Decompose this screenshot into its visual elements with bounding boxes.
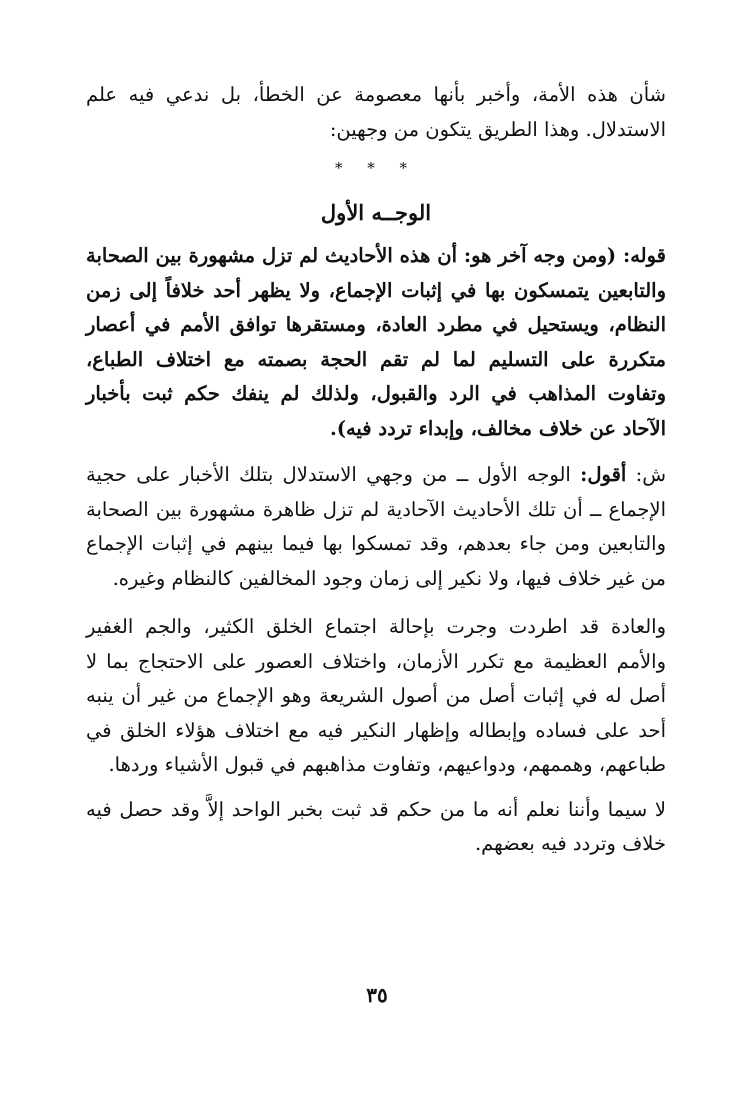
quote-body: (ومن وجه آخر هو: أن هذه الأحاديث لم تزل مشهورة بين الصحابة والتابعين يتمسكون بها في إثبات الإجماع، ولا يظهر أحد خلافاً إلى زمن النظام، ويستحيل في مطرد العادة، ومستقرها توافق الأمم في أعصار متكررة على التسليم لما لم تقم الحجة بصمته مع اختلاف الطباع، وتفاوت المذاهب في الرد والقبول، ولذلك لم ينفك حكم ثبت بأخبار الآحاد عن خلاف مخالف، وإبداء تردد فيه). bbox=[86, 244, 666, 440]
habit-paragraph: والعادة قد اطردت وجرت بإحالة اجتماع الخلق الكثير، والجم الغفير والأمم العظيمة مع تكرر الأزمان، واختلاف العصور على الاحتجاج بما لا أصل له في إثبات أصل من أصول الشريعة وهو الإجماع من غير أن ينبه أحد على فساده وإبطاله وإظهار النكير فيه مع اختلاف هؤلاء الخلق في طباعهم، وهممهم، ودواعيهم، وتفاوت مذاهبهم في قبول الأشياء وردها. bbox=[86, 615, 666, 776]
quote-lead: قوله: bbox=[623, 244, 666, 267]
page-body bbox=[86, 78, 666, 862]
section-heading: الوجــه الأول bbox=[320, 200, 432, 225]
commentary-paragraph bbox=[86, 458, 666, 596]
page-number: ٣٥ bbox=[366, 983, 388, 1007]
quoted-text-paragraph bbox=[86, 239, 666, 446]
commentary-body: الوجه الأول ــ من وجهي الاستدلال بتلك الأخبار على حجية الإجماع ــ أن تلك الأحاديث الآحادية لم تزل ظاهرة مشهورة بين الصحابة والتابعين ومن جاء بعدهم، وقد تمسكوا بها فيما بينهم في إثبات الإجماع من غير خلاف فيها، ولا نكير إلى زمان وجود المخالفين كالنظام وغيره. bbox=[86, 463, 666, 590]
intro-paragraph: شأن هذه الأمة، وأخبر بأنها معصومة عن الخطأ، بل ندعي فيه علم الاستدلال. وهذا الطريق يتكون من وجهين: bbox=[86, 83, 666, 141]
section-separator: * * * bbox=[334, 159, 418, 177]
commentary-prefix: ش: bbox=[626, 463, 667, 486]
closing-paragraph: لا سيما وأننا نعلم أنه ما من حكم قد ثبت بخبر الواحد إلاَّ وقد حصل فيه خلاف وتردد فيه بعضهم. bbox=[86, 797, 666, 855]
commentary-label: أقول: bbox=[580, 463, 627, 486]
